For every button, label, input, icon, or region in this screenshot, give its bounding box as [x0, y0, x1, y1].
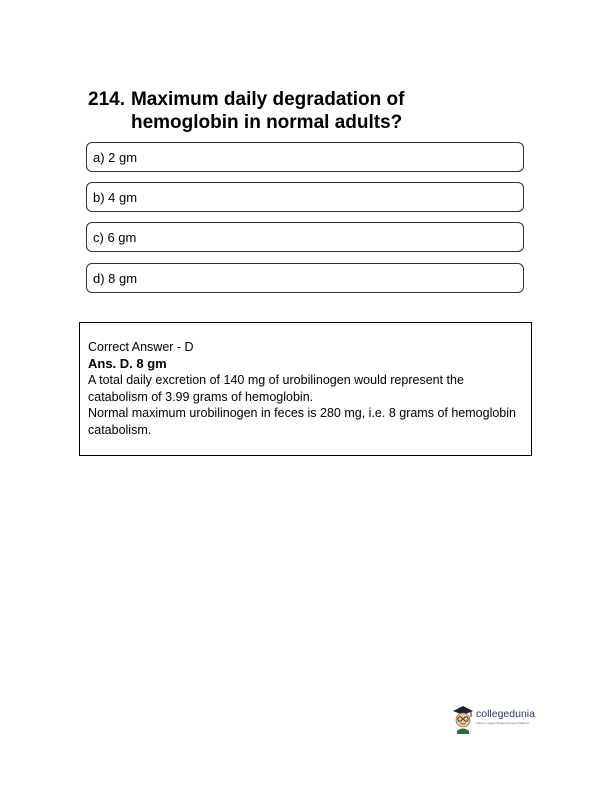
- option-b[interactable]: b) 4 gm: [86, 182, 524, 212]
- question-heading: [88, 88, 508, 134]
- option-d[interactable]: d) 8 gm: [86, 263, 524, 293]
- option-a[interactable]: a) 2 gm: [86, 142, 524, 172]
- answer-box: [79, 322, 532, 456]
- graduate-mascot-icon: [452, 704, 474, 734]
- question-number: 214.: [88, 89, 125, 110]
- correct-answer-line: Correct Answer - D: [88, 340, 194, 354]
- collegedunia-logo: [452, 704, 544, 740]
- answer-line: Ans. D. 8 gm: [88, 355, 167, 371]
- logo-brand-text: collegedunia: [476, 708, 535, 720]
- logo-tagline: India's Largest Student Review Platform: [476, 721, 530, 725]
- explanation-paragraph-2: Normal maximum urobilinogen in feces is 280 mg, i.e. 8 grams of hemoglobin catabolism.: [88, 406, 516, 437]
- explanation-paragraph-1: A total daily excretion of 140 mg of urobilinogen would represent the catabolism of 3.99 grams of hemoglobin.: [88, 373, 464, 404]
- question-text: Maximum daily degradation of hemoglobin in normal adults?: [130, 89, 405, 133]
- option-c[interactable]: c) 6 gm: [86, 222, 524, 252]
